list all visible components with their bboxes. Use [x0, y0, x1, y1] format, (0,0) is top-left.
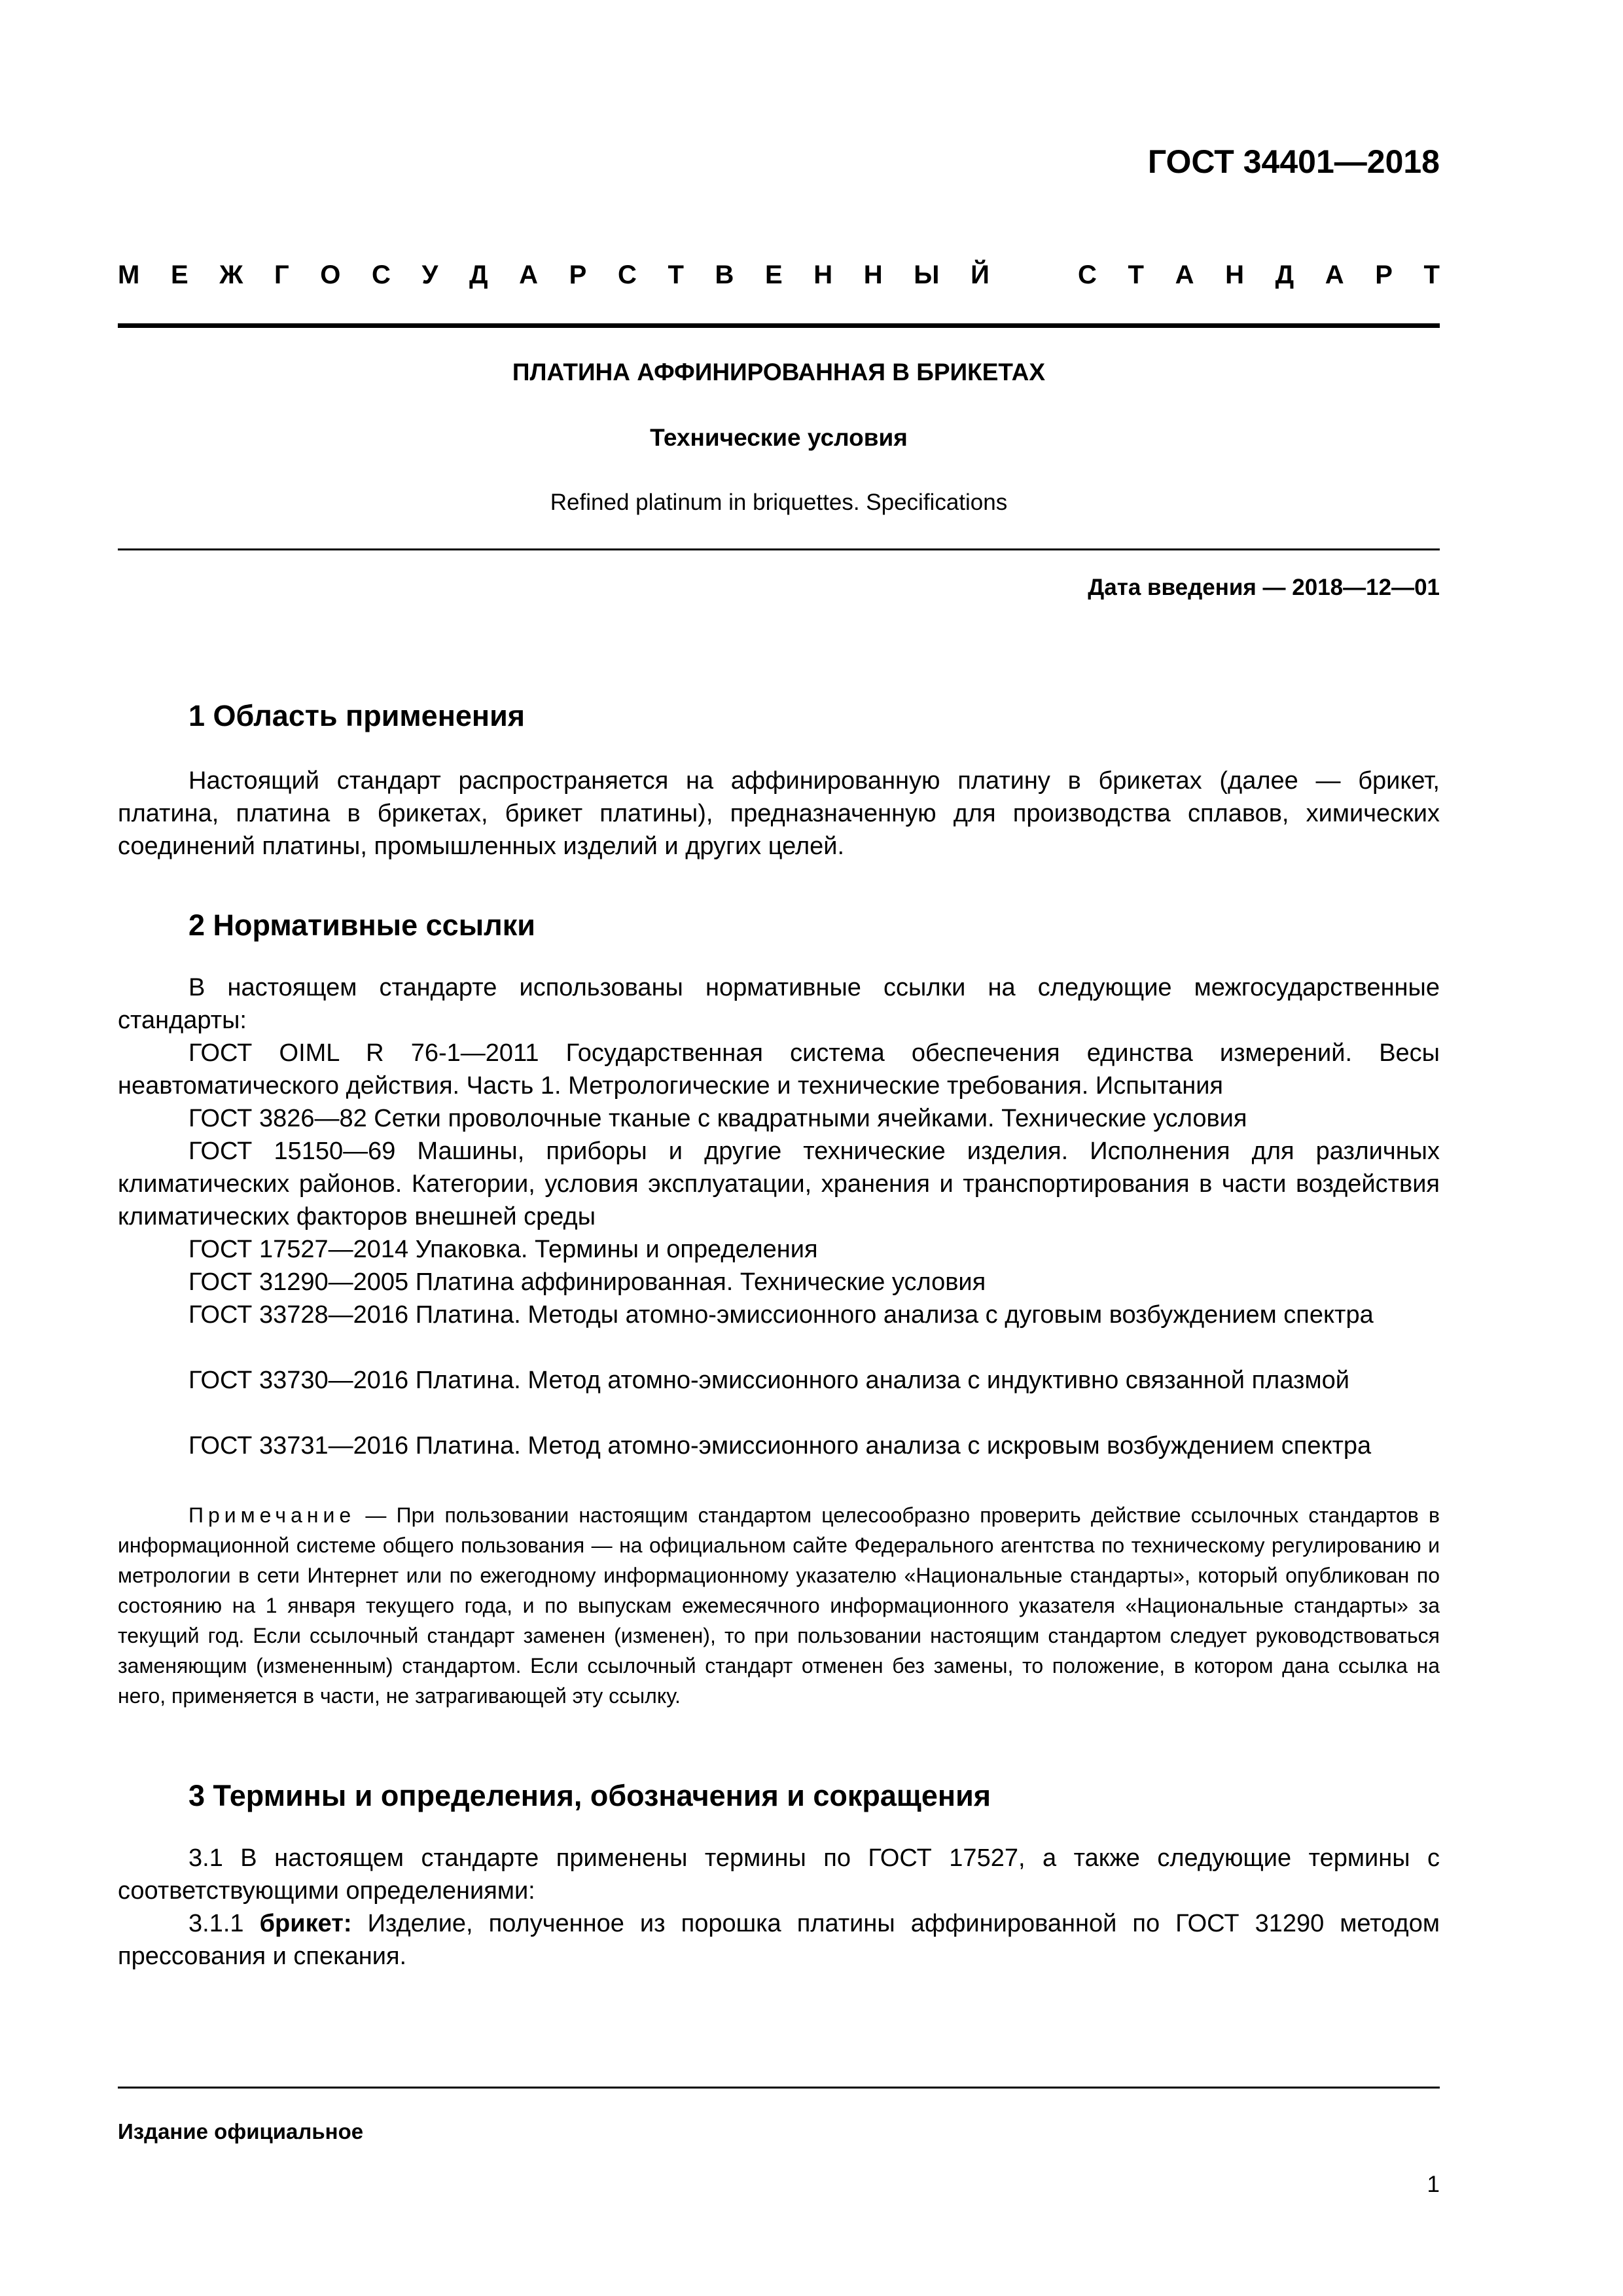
- interstate-letter: Р: [569, 260, 587, 289]
- reference-item: ГОСТ 33730—2016 Платина. Метод атомно-эмиссионного анализа с индуктивно связанной плазмой: [188, 1367, 1349, 1394]
- interstate-letter: А: [519, 260, 539, 289]
- interstate-letter: Е: [764, 260, 783, 289]
- interstate-letter: Г: [274, 260, 289, 289]
- interstate-letter: Д: [1275, 260, 1294, 289]
- clause-3-1-1: [118, 1907, 1440, 1973]
- interstate-letter: У: [421, 260, 438, 289]
- note-label: Примечание: [188, 1503, 356, 1527]
- reference-item: ГОСТ 15150—69 Машины, приборы и другие технические изделия. Исполнения для различных климатических районов. Категории, условия эксплуатации, хранения и транспортирования в части воздействия климатических факторов внешней среды: [118, 1138, 1440, 1230]
- interstate-letter: Т: [668, 260, 684, 289]
- section-1-heading: 1 Область применения: [188, 699, 526, 732]
- reference-item: ГОСТ 17527—2014 Упаковка. Термины и определения: [188, 1236, 818, 1263]
- interstate-letter: В: [715, 260, 734, 289]
- interstate-letter: А: [1325, 260, 1344, 289]
- section-2-heading: 2 Нормативные ссылки: [188, 908, 535, 942]
- interstate-letter: С: [372, 260, 391, 289]
- interstate-letter: Ы: [914, 260, 940, 289]
- term-definition: Изделие, полученное из порошка платины аффинированной по ГОСТ 31290 методом прессования и спекания.: [118, 1910, 1440, 1970]
- reference-item: ГОСТ 3826—82 Сетки проволочные тканые с квадратными ячейками. Технические условия: [188, 1105, 1247, 1132]
- header-rule: [118, 323, 1440, 328]
- word-gap: [1020, 260, 1046, 290]
- interstate-letter: С: [1078, 260, 1097, 289]
- note-text: — При пользовании настоящим стандартом целесообразно проверить действие ссылочных стандартов в информационной системе общего пользования — на официальном сайте Федерального агентства по техническому регулированию и метрологии в сети Интернет или по ежегодному информационному указателю «Национальные стандарты», который опубликован по состоянию на 1 января текущего года, и по выпускам ежемесячного информационного указателя «Национальные стандарты» за текущий год. Если ссылочный стандарт заменен (изменен), то при пользовании настоящим стандартом следует руководствоваться заменяющим (измененным) стандартом. Если ссылочный стандарт отменен без замены, то положение, в котором дана ссылка на него, применяется в части, не затрагивающей эту ссылку.: [118, 1503, 1440, 1708]
- interstate-letter: М: [118, 260, 140, 289]
- interstate-letter: Н: [813, 260, 833, 289]
- page-number: 1: [1427, 2172, 1440, 2197]
- section-2-intro: В настоящем стандарте использованы нормативные ссылки на следующие межгосударственные стандарты:: [118, 974, 1440, 1034]
- term: брикет:: [259, 1910, 352, 1937]
- reference-item: ГОСТ OIML R 76-1—2011 Государственная система обеспечения единства измерений. Весы неавтоматического действия. Часть 1. Метрологические и технические требования. Испытания: [118, 1039, 1440, 1100]
- reference-item: ГОСТ 33731—2016 Платина. Метод атомно-эмиссионного анализа с искровым возбуждением спектра: [188, 1432, 1372, 1460]
- standard-code: ГОСТ 34401—2018: [1147, 143, 1440, 180]
- interstate-letter: Д: [469, 260, 488, 289]
- interstate-standard-label: [118, 260, 1440, 290]
- interstate-letter: Й: [971, 260, 990, 289]
- section-3-heading: 3 Термины и определения, обозначения и сокращения: [188, 1779, 991, 1812]
- clause-3-1: 3.1 В настоящем стандарте применены термины по ГОСТ 17527, а также следующие термины с соответствующими определениями:: [118, 1844, 1440, 1905]
- clause-number: 3.1.1: [188, 1910, 260, 1937]
- title-rule: [118, 548, 1440, 550]
- document-subtitle: Технические условия: [650, 424, 908, 451]
- interstate-letter: А: [1175, 260, 1194, 289]
- reference-item: ГОСТ 33728—2016 Платина. Методы атомно-эмиссионного анализа с дуговым возбуждением спектра: [188, 1301, 1374, 1329]
- interstate-letter: Н: [863, 260, 883, 289]
- english-title: Refined platinum in briquettes. Specifications: [550, 490, 1008, 515]
- section-1-text: Настоящий стандарт распространяется на аффинированную платину в брикетах (далее — брикет, платина, платина в брикетах, брикет платины), предназначенную для производства сплавов, химических соединений платины, промышленных изделий и других целей.: [118, 767, 1440, 860]
- interstate-letter: Т: [1423, 260, 1440, 289]
- edition-label: Издание официальное: [118, 2119, 364, 2144]
- interstate-letter: Р: [1375, 260, 1393, 289]
- introduction-date: Дата введения — 2018—12—01: [1088, 575, 1440, 600]
- interstate-letter: Н: [1225, 260, 1244, 289]
- interstate-letter: Ж: [219, 260, 243, 289]
- footer-rule: [118, 2087, 1440, 2089]
- document-page: [118, 0, 1440, 2296]
- interstate-letter: С: [617, 260, 637, 289]
- note-paragraph: [118, 1500, 1440, 1711]
- interstate-letter: Е: [170, 260, 188, 289]
- document-title: ПЛАТИНА АФФИНИРОВАННАЯ В БРИКЕТАХ: [512, 359, 1046, 386]
- reference-item: ГОСТ 31290—2005 Платина аффинированная. Технические условия: [188, 1268, 986, 1296]
- interstate-letter: О: [320, 260, 341, 289]
- interstate-letter: Т: [1128, 260, 1144, 289]
